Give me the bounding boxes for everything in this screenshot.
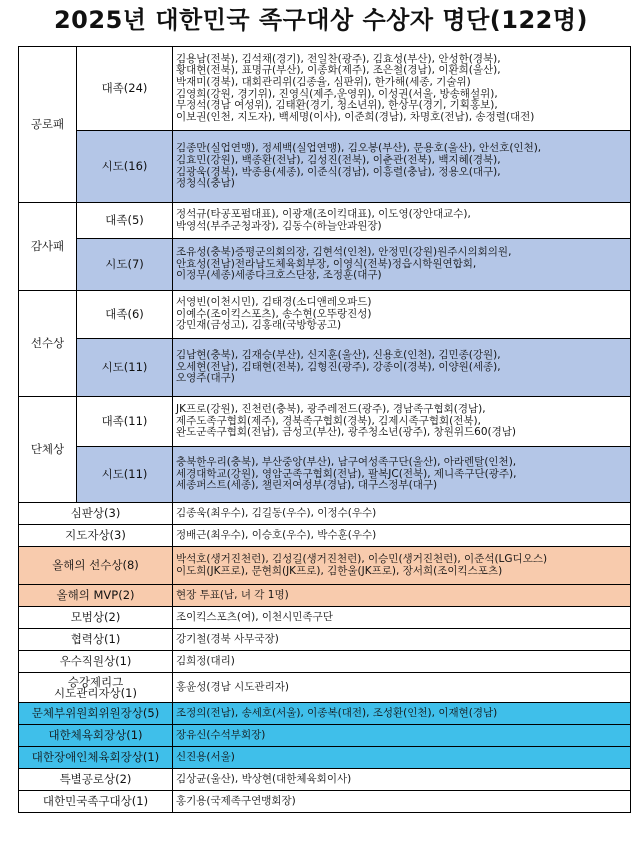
recipient-names: 홍기용(국제족구연맹회장) <box>173 791 631 813</box>
table-row <box>19 791 631 813</box>
award-label: 대한민국족구대상(1) <box>19 791 173 813</box>
award-label: 모범상(2) <box>19 607 173 629</box>
subcategory-label: 대족(6) <box>77 291 173 339</box>
recipient-names: 김종욱(최우수), 김길동(우수), 이정수(우수) <box>173 503 631 525</box>
award-label: 협력상(1) <box>19 629 173 651</box>
subcategory-label: 시도(11) <box>77 339 173 397</box>
table-row <box>19 397 631 447</box>
table-row <box>19 239 631 291</box>
recipient-names: 홍윤성(경남 시도관리자) <box>173 673 631 703</box>
table-row <box>19 131 631 203</box>
subcategory-label: 시도(16) <box>77 131 173 203</box>
award-label: 승강제리그 시도관리자상(1) <box>19 673 173 703</box>
award-label: 심판상(3) <box>19 503 173 525</box>
table-row <box>19 747 631 769</box>
recipient-names: JK프로(강원), 진천런(충북), 광주레전드(광주), 경남족구협회(경남), 제주도족구협회(제주), 경북족구협회(경북), 김제시족구협회(전북), 완도군족구협회(전남), 금성고(부산), 광주청소년(광주), 창원위드60(경남) <box>173 397 631 447</box>
recipient-names: 장유신(수석부회장) <box>173 725 631 747</box>
table-row <box>19 651 631 673</box>
subcategory-label: 시도(11) <box>77 447 173 503</box>
recipient-names: 현장 투표(남, 녀 각 1명) <box>173 585 631 607</box>
recipient-names: 강기철(경북 사무국장) <box>173 629 631 651</box>
table-row <box>19 203 631 239</box>
table-row <box>19 629 631 651</box>
recipient-names: 정배근(최우수), 이승호(우수), 박수훈(우수) <box>173 525 631 547</box>
subcategory-label: 대족(24) <box>77 47 173 131</box>
page-title: 2025년 대한민국 족구대상 수상자 명단(122명) <box>53 6 588 34</box>
award-label: 우수직원상(1) <box>19 651 173 673</box>
table-row <box>19 339 631 397</box>
recipient-names: 조유성(충북)증평군의회의장, 김현석(인천), 안정민(강원)원주시의회의원, 안효성(전남)전라남도체육회부장, 이영식(전북)정읍시학원연합회, 이정무(세종)세종다크호스단장, 조정훈(대구) <box>173 239 631 291</box>
recipient-names: 정석규(타공포펌대표), 이광재(조이킥대표), 이도영(장안대교수), 박영석(부주군청과장), 김동수(하늘안과원장) <box>173 203 631 239</box>
table-row <box>19 291 631 339</box>
award-label: 대한체육회장상(1) <box>19 725 173 747</box>
table-row <box>19 547 631 585</box>
category-label: 감사패 <box>19 203 77 291</box>
table-row <box>19 525 631 547</box>
category-label: 공로패 <box>19 47 77 203</box>
recipient-names: 김용남(전북), 김석채(경기), 전일찬(광주), 김효성(부산), 안성한(경북), 황대현(전북), 표명규(부산), 이종화(제주), 조은철(경남), 이환희(울산), 박재미(경북), 대회관리위(김종율, 심판위), 한가해(세종, 기술위) 김영희(강원, 경기위), 진영식(제주,운영위), 이성권(서울, 방송해설위), 무정석(경남 여성위), 김태환(경기, 청소년위), 한상무(경기, 기획홍보), 이보권(인천, 지도자), 백세명(이사), 이준희(경남), 차명호(전남), 송정렬(대전) <box>173 47 631 131</box>
award-label: 문체부위원회위원장상(5) <box>19 703 173 725</box>
category-label: 선수상 <box>19 291 77 397</box>
subcategory-label: 대족(5) <box>77 203 173 239</box>
subcategory-label: 대족(11) <box>77 397 173 447</box>
table-row <box>19 47 631 131</box>
table-row <box>19 503 631 525</box>
table-row <box>19 725 631 747</box>
award-label: 올해의 MVP(2) <box>19 585 173 607</box>
recipient-names: 서영빈(이천시민), 김태경(소디앤레오파드) 이예수(조이킥스포츠), 송수현(오뚜랑진성) 강민재(금성고), 김홍래(국방항공고) <box>173 291 631 339</box>
award-label: 올해의 선수상(8) <box>19 547 173 585</box>
subcategory-label: 시도(7) <box>77 239 173 291</box>
table-row <box>19 585 631 607</box>
award-label: 지도자상(3) <box>19 525 173 547</box>
recipient-names: 김상균(울산), 박상현(대한체육회이사) <box>173 769 631 791</box>
award-label: 대한장애인체육회장상(1) <box>19 747 173 769</box>
award-table <box>18 46 631 813</box>
table-row <box>19 673 631 703</box>
recipient-names: 박석호(생거진천런), 김성길(생거진천런), 이승민(생거진천런), 이준석(LG디오스) 이도희(JK프로), 문현희(JK프로), 김한울(JK프로), 장서희(조이킥스포츠) <box>173 547 631 585</box>
recipient-names: 신진용(서울) <box>173 747 631 769</box>
recipient-names: 조정의(전남), 송세호(서울), 이종복(대전), 조성환(인천), 이재현(경남) <box>173 703 631 725</box>
table-row <box>19 607 631 629</box>
category-label: 단체상 <box>19 397 77 503</box>
award-label: 특별공로상(2) <box>19 769 173 791</box>
table-row <box>19 769 631 791</box>
recipient-names: 김남현(충북), 김재승(부산), 신지훈(울산), 신용호(인천), 김민종(강원), 오세현(전남), 김태현(전북), 김형진(광주), 강종이(경북), 이양원(세종), 오영주(대구) <box>173 339 631 397</box>
table-row <box>19 703 631 725</box>
recipient-names: 김종만(실업연맹), 정세백(실업연맹), 김오봉(부산), 문용호(울산), 안선호(인천), 김효민(강원), 백종환(전남), 김성진(전북), 이춘관(전북), 백지혜(경북), 김광욱(경북), 박종용(세종), 이준식(경남), 이흥렬(충남), 정용오(대구), 정청식(충남) <box>173 131 631 203</box>
recipient-names: 충북한우리(충북), 부산중앙(부산), 남구여성족구단(울산), 아라렌탈(인천), 세경대학교(강원), 영암군족구협회(전남), 팔복JC(전북), 제니족구단(광주), 세종퍼스트(세종), 챌린저여성부(경남), 대구스정부(대구) <box>173 447 631 503</box>
recipient-names: 조이킥스포츠(여), 이천시민족구단 <box>173 607 631 629</box>
recipient-names: 김희정(대리) <box>173 651 631 673</box>
table-row <box>19 447 631 503</box>
